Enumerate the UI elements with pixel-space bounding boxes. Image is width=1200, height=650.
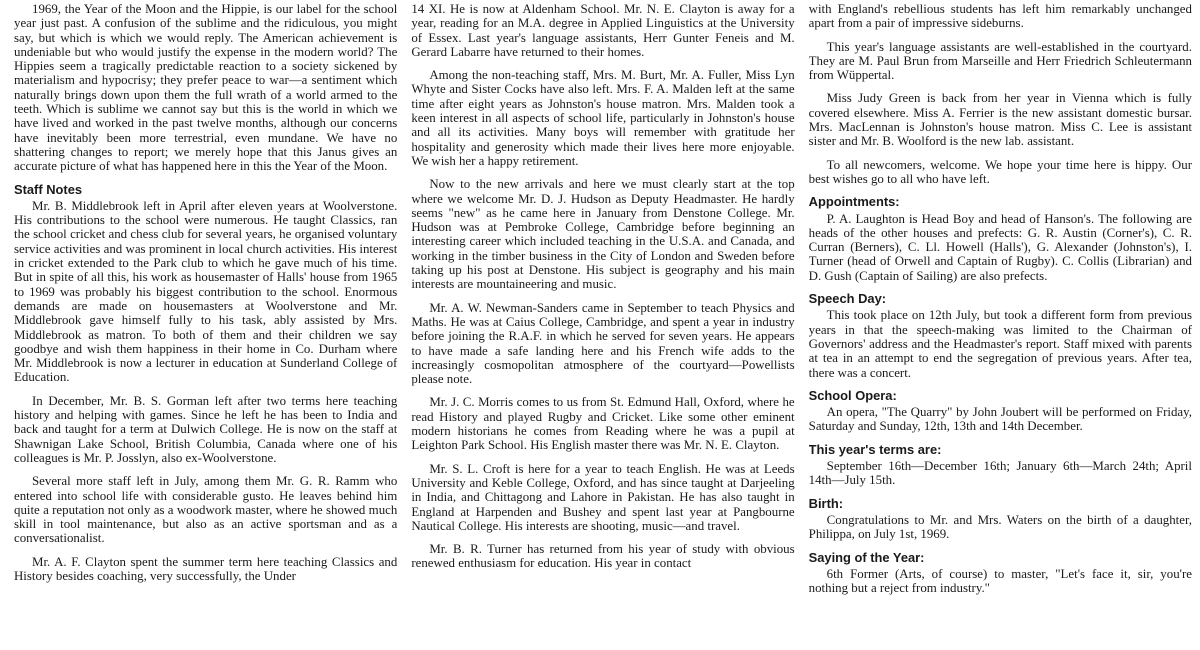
speech-day-paragraph: This took place on 12th July, but took a different form from previous years in that the speech-making was limited to the Chairman of Governors' address and the Headmaster's report. Staff mixed with parents at tea in an attempt to end the segregation of previous years. After tea, there was a concert. — [808, 308, 1192, 380]
birth-paragraph: Congratulations to Mr. and Mrs. Waters on the birth of a daughter, Philippa, on July 1st, 1969. — [808, 512, 1192, 542]
welcome-paragraph: To all newcomers, welcome. We hope your time here is hippy. Our best wishes go to all who have left. — [808, 157, 1192, 186]
new-staff-paragraph: Miss Judy Green is back from her year in Vienna which is fully covered elsewhere. Miss A. Ferrier is the new assistant domestic bursar. Mrs. MacLennan is Johnston's house matron. Miss C. Lee is assistant sister and Mr. B. Woolford is the new lab. assistant. — [808, 91, 1192, 149]
column-3 — [809, 2, 1192, 650]
sideburns-paragraph: with England's rebellious students has left him remarkably unchanged apart from a pair of impressive sideburns. — [808, 2, 1192, 31]
middlebrook-paragraph: Mr. B. Middlebrook left in April after eleven years at Woolverstone. His contributions to the school were numerous. He taught Classics, ran the school cricket and chess club for several years, he organised voluntary service activities and was prominent in local church activities. His interest in cricket extended to the Park club to which he gave much of his time. But in spite of all this, his work as housemaster of Halls' house from 1965 to 1969 was probably his biggest contribution to the school. Enormous demands are made on housemasters at Woolverstone and Mr. Middlebrook gave himself fully to his task, ably assisted by Mrs. Middlebrook as matron. To both of them and their children we say goodbye and wish them happiness in their home in Co. Durham where Mr. Middlebrook is now a lecturer in education at Sunderland College of Education. — [14, 198, 398, 385]
language-assistants-paragraph: This year's language assistants are well-established in the courtyard. They are M. Paul Brun from Marseille and Herr Friedrich Schleutermann from Wüppertal. — [808, 39, 1192, 83]
terms-heading: This year's terms are: — [808, 441, 942, 457]
ramm-paragraph: Several more staff left in July, among them Mr. G. R. Ramm who entered into school life with considerable gusto. He leaves behind him quite a reputation not only as a woodwork master, where he showed much skill in tool maintenance, but also as an active sportsman and as a conversationalist. — [14, 474, 398, 546]
aldenham-paragraph: 14 XI. He is now at Aldenham School. Mr. N. E. Clayton is away for a year, reading for an M.A. degree in Applied Linguistics at the University of Essex. Last year's language assistants, Herr Gunter Feneis and M. Gerard Labarre have returned to their homes. — [411, 2, 795, 59]
staff-notes-heading: Staff Notes — [14, 181, 83, 197]
clayton-paragraph: Mr. A. F. Clayton spent the summer term here teaching Classics and History besides coaching, very successfully, the Under — [14, 554, 398, 583]
terms-paragraph: September 16th—December 16th; January 6th—March 24th; April 14th—July 15th. — [808, 459, 1192, 488]
speech-day-heading: Speech Day: — [808, 291, 887, 307]
appointments-heading: Appointments: — [808, 194, 900, 210]
newman-sanders-paragraph: Mr. A. W. Newman-Sanders came in September to teach Physics and Maths. He was at Caius College, Cambridge, and spent a year in industry before joining the R.A.F. in which he served for seven years. He appears to have made a safe landing here and his French wife adds to the increasingly cosmopolitan atmosphere of the courtyard—Powellists please note. — [411, 300, 795, 387]
appointments-paragraph: P. A. Laughton is Head Boy and head of Hanson's. The following are heads of the other houses and prefects: G. R. Austin (Corner's), C. R. Curran (Berners), C. Ll. Howell (Halls'), G. Alexander (Johnston's), I. Turner (head of Orwell and Captain of Rugby). C. Collis (Librarian) and D. Gush (Captain of Sailing) are also prefects. — [808, 211, 1192, 283]
turner-paragraph: Mr. B. R. Turner has returned from his year of study with obvious renewed enthusiasm for education. His year in contact — [411, 542, 795, 571]
saying-paragraph: 6th Former (Arts, of course) to master, "Let's face it, sir, you're nothing but a reject from industry." — [808, 566, 1192, 596]
column-1 — [14, 2, 397, 650]
croft-paragraph: Mr. S. L. Croft is here for a year to teach English. He was at Leeds University and Keble College, Oxford, and has since taught at Darjeeling in India, and Chittagong and Lahore in Pakistan. He has also taught in England at Harpenden and Bushey and spent last year at Pangbourne Nautical College. His interests are shooting, music—and travel. — [411, 461, 795, 533]
column-2 — [411, 2, 794, 650]
intro-paragraph: 1969, the Year of the Moon and the Hippie, is our label for the school year just past. A confusion of the sublime and the ridiculous, you might say, but which is which we would reply. The American achievement is undeniable but who would justify the expense in the modern world? The Hippies seem a tragically predictable reaction to a society sickened by materialism and hypocrisy; they prefer peace to war—a sentiment which naturally brings down upon them the full wrath of a world armed to the teeth. Which is sublime we cannot say but this is the world in which we have lived and worked in the past twelve months, although our concerns have inevitably been more terrestrial, even mundane. We have no shattering changes to report; we merely hope that this Janus gives an accurate picture of what has happened here in this the Year of the Moon. — [14, 2, 398, 174]
birth-heading: Birth: — [808, 495, 844, 511]
hudson-paragraph: Now to the new arrivals and here we must clearly start at the top where we welcome Mr. D. J. Hudson as Deputy Headmaster. He hardly seems "new" as he came here in January from Denstone College. Mr. Hudson was at Pembroke College, Cambridge before beginning an interesting career which included teaching in the U.S.A. and Canada, and working in the timber business in the City of London and Sweden before taking up his post at Denstone. His subject is geography and his main interests are mountaineering and music. — [411, 177, 795, 292]
saying-heading: Saying of the Year: — [808, 549, 925, 565]
school-opera-paragraph: An opera, "The Quarry" by John Joubert will be performed on Friday, Saturday and Sunday, 12th, 13th and 14th December. — [808, 405, 1192, 434]
morris-paragraph: Mr. J. C. Morris comes to us from St. Edmund Hall, Oxford, where he read History and played Rugby and Cricket. Like some other eminent modern historians he comes from Reading where he was a pupil at Leighton Park School. His English master there was Mr. N. E. Clayton. — [411, 395, 795, 453]
non-teaching-staff-paragraph: Among the non-teaching staff, Mrs. M. Burt, Mr. A. Fuller, Miss Lyn Whyte and Sister Cocks have also left. Mrs. F. A. Malden left at the same time after eight years as Johnston's house matron. Mrs. Malden took a keen interest in all aspects of school life, particularly in Johnston's house and all its activities. Many boys will remember with gratitude her hospitality and generosity which made their lives here more enjoyable. We wish her a happy retirement. — [411, 68, 795, 168]
gorman-paragraph: In December, Mr. B. S. Gorman left after two terms here teaching history and helping with games. Since he left he has been to India and back and taught for a term at Dulwich College. He is now on the staff at Shawnigan Lake School, British Columbia, Canada where one of his colleagues is Mr. P. Josslyn, also ex-Woolverstone. — [14, 393, 398, 465]
school-opera-heading: School Opera: — [808, 387, 897, 403]
